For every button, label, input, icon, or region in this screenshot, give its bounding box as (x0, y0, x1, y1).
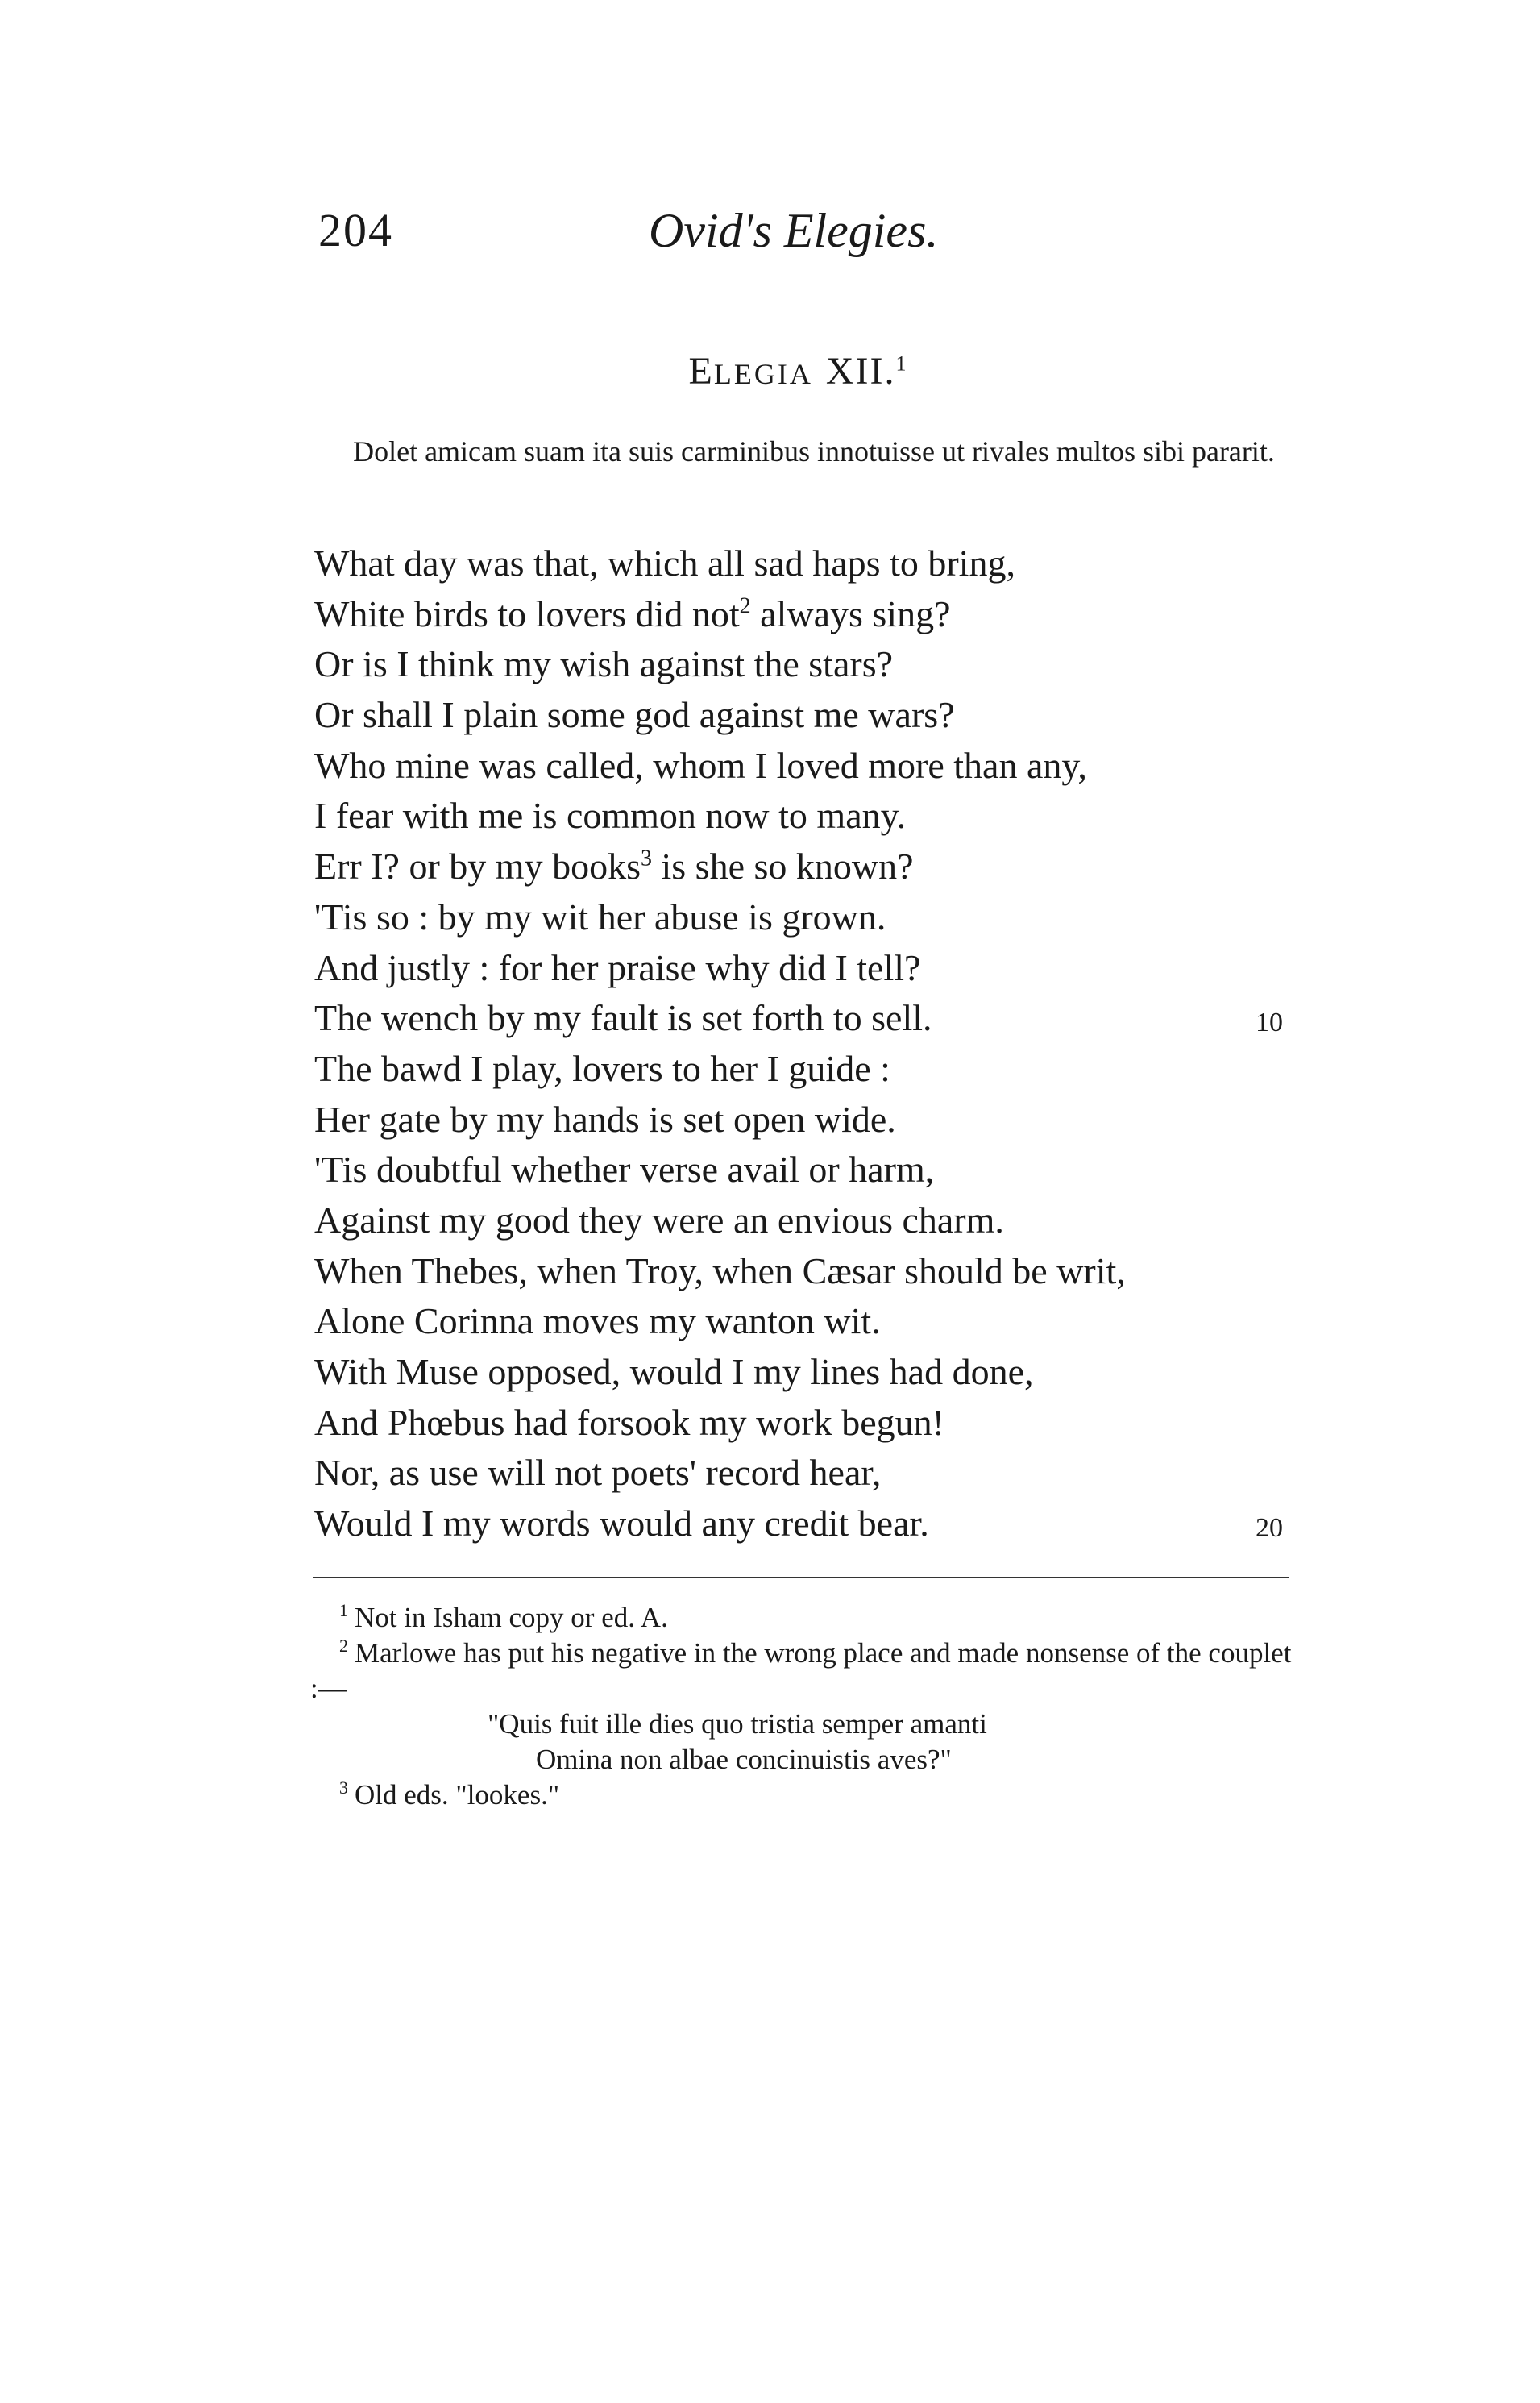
poem-line-text: Or shall I plain some god against me wars? (314, 694, 955, 736)
poem-line-text: Nor, as use will not poets' record hear, (314, 1452, 882, 1494)
footnote-rule (313, 1577, 1289, 1578)
poem-line (314, 1448, 1322, 1499)
poem-line-text: 'Tis doubtful whether verse avail or harm, (314, 1149, 935, 1191)
footnote-1-text: Not in Isham copy or ed. A. (355, 1602, 668, 1633)
poem-line (314, 1347, 1322, 1398)
poem-line (314, 993, 1322, 1044)
poem-line (314, 791, 1322, 842)
poem-note-ref: 3 (640, 846, 652, 871)
poem-line (314, 943, 1322, 994)
poem-line-text: Would I my words would any credit bear. (314, 1503, 929, 1544)
footnote-2-quote-line-2: Omina non albae concinuistis aves?" (536, 1744, 952, 1775)
poem-line-text: Err I? or by my books (314, 846, 641, 888)
footnote-2-text: Marlowe has put his negative in the wrong place and made nonsense of the couplet :— (310, 1637, 1292, 1704)
poem-line (314, 639, 1322, 690)
poem-line (314, 589, 1322, 640)
running-head (318, 203, 1285, 268)
poem-line (314, 690, 1322, 741)
poem-line (314, 1044, 1322, 1095)
footnote-3-mark: 3 (339, 1777, 348, 1798)
elegy-heading-smallcaps: LEGIA (713, 358, 813, 390)
elegy-heading-number: XII. (825, 350, 896, 393)
footnote-1 (310, 1600, 1301, 1636)
line-number: 20 (1256, 1513, 1283, 1544)
poem-line-text: And justly : for her praise why did I tell? (314, 946, 921, 988)
page-number: 204 (318, 204, 393, 256)
poem-line-text-continued: always sing? (750, 592, 951, 634)
poem-line-text: Or is I think my wish against the stars? (314, 643, 894, 685)
poem-line-text-continued: is she so known? (651, 846, 914, 888)
elegy-heading-initial: E (688, 350, 714, 393)
poem-note-ref: 2 (739, 593, 751, 619)
poem-line (314, 1296, 1322, 1347)
poem-line-text: Her gate by my hands is set open wide. (314, 1098, 896, 1140)
poem-line (314, 1398, 1322, 1449)
poem-line (314, 1095, 1322, 1145)
elegy-heading-note-ref: 1 (895, 351, 908, 376)
poem-line-text: Who mine was called, whom I loved more than any, (314, 744, 1087, 786)
footnote-3 (310, 1777, 1301, 1813)
footnote-1-mark: 1 (339, 1600, 348, 1621)
line-number: 10 (1256, 1008, 1283, 1038)
poem-line-text: And Phœbus had forsook my work begun! (314, 1401, 944, 1443)
footnote-2-quote-line-1: "Quis fuit ille dies quo tristia semper amanti (488, 1708, 987, 1740)
poem-line-text: 'Tis so : by my wit her abuse is grown. (314, 896, 886, 938)
poem-line-text: What day was that, which all sad haps to bring, (314, 543, 1015, 584)
poem-line (314, 1145, 1322, 1195)
elegy-heading (0, 349, 1540, 393)
poem-line (314, 538, 1322, 589)
poem-line-text: When Thebes, when Troy, when Cæsar should be writ, (314, 1249, 1126, 1291)
elegy-argument: Dolet amicam suam ita suis carminibus innotuisse ut rivales multos sibi pararit. (353, 435, 1275, 468)
poem-line (314, 892, 1322, 943)
footnote-2-mark: 2 (339, 1636, 348, 1657)
poem-line-text: Against my good they were an envious charm. (314, 1199, 1004, 1241)
poem-line (314, 1195, 1322, 1246)
poem-line-text: I fear with me is common now to many. (314, 795, 907, 837)
poem-line-text: The wench by my fault is set forth to sell. (314, 997, 932, 1039)
poem-line-text: The bawd I play, lovers to her I guide : (314, 1047, 890, 1089)
footnote-2 (310, 1636, 1301, 1707)
running-title: Ovid's Elegies. (649, 204, 939, 257)
poem-line-text: White birds to lovers did not (314, 592, 740, 634)
footnote-3-text: Old eds. "lookes." (355, 1779, 560, 1811)
poem-line-text: Alone Corinna moves my wanton wit. (314, 1300, 881, 1342)
poem-text (314, 538, 1322, 1549)
poem-line-text: With Muse opposed, would I my lines had done, (314, 1351, 1034, 1392)
poem-line (314, 842, 1322, 892)
footnote-2-quote (310, 1707, 1301, 1777)
footnotes (310, 1600, 1301, 1813)
poem-line (314, 1499, 1322, 1549)
poem-line (314, 741, 1322, 792)
poem-line (314, 1246, 1322, 1297)
